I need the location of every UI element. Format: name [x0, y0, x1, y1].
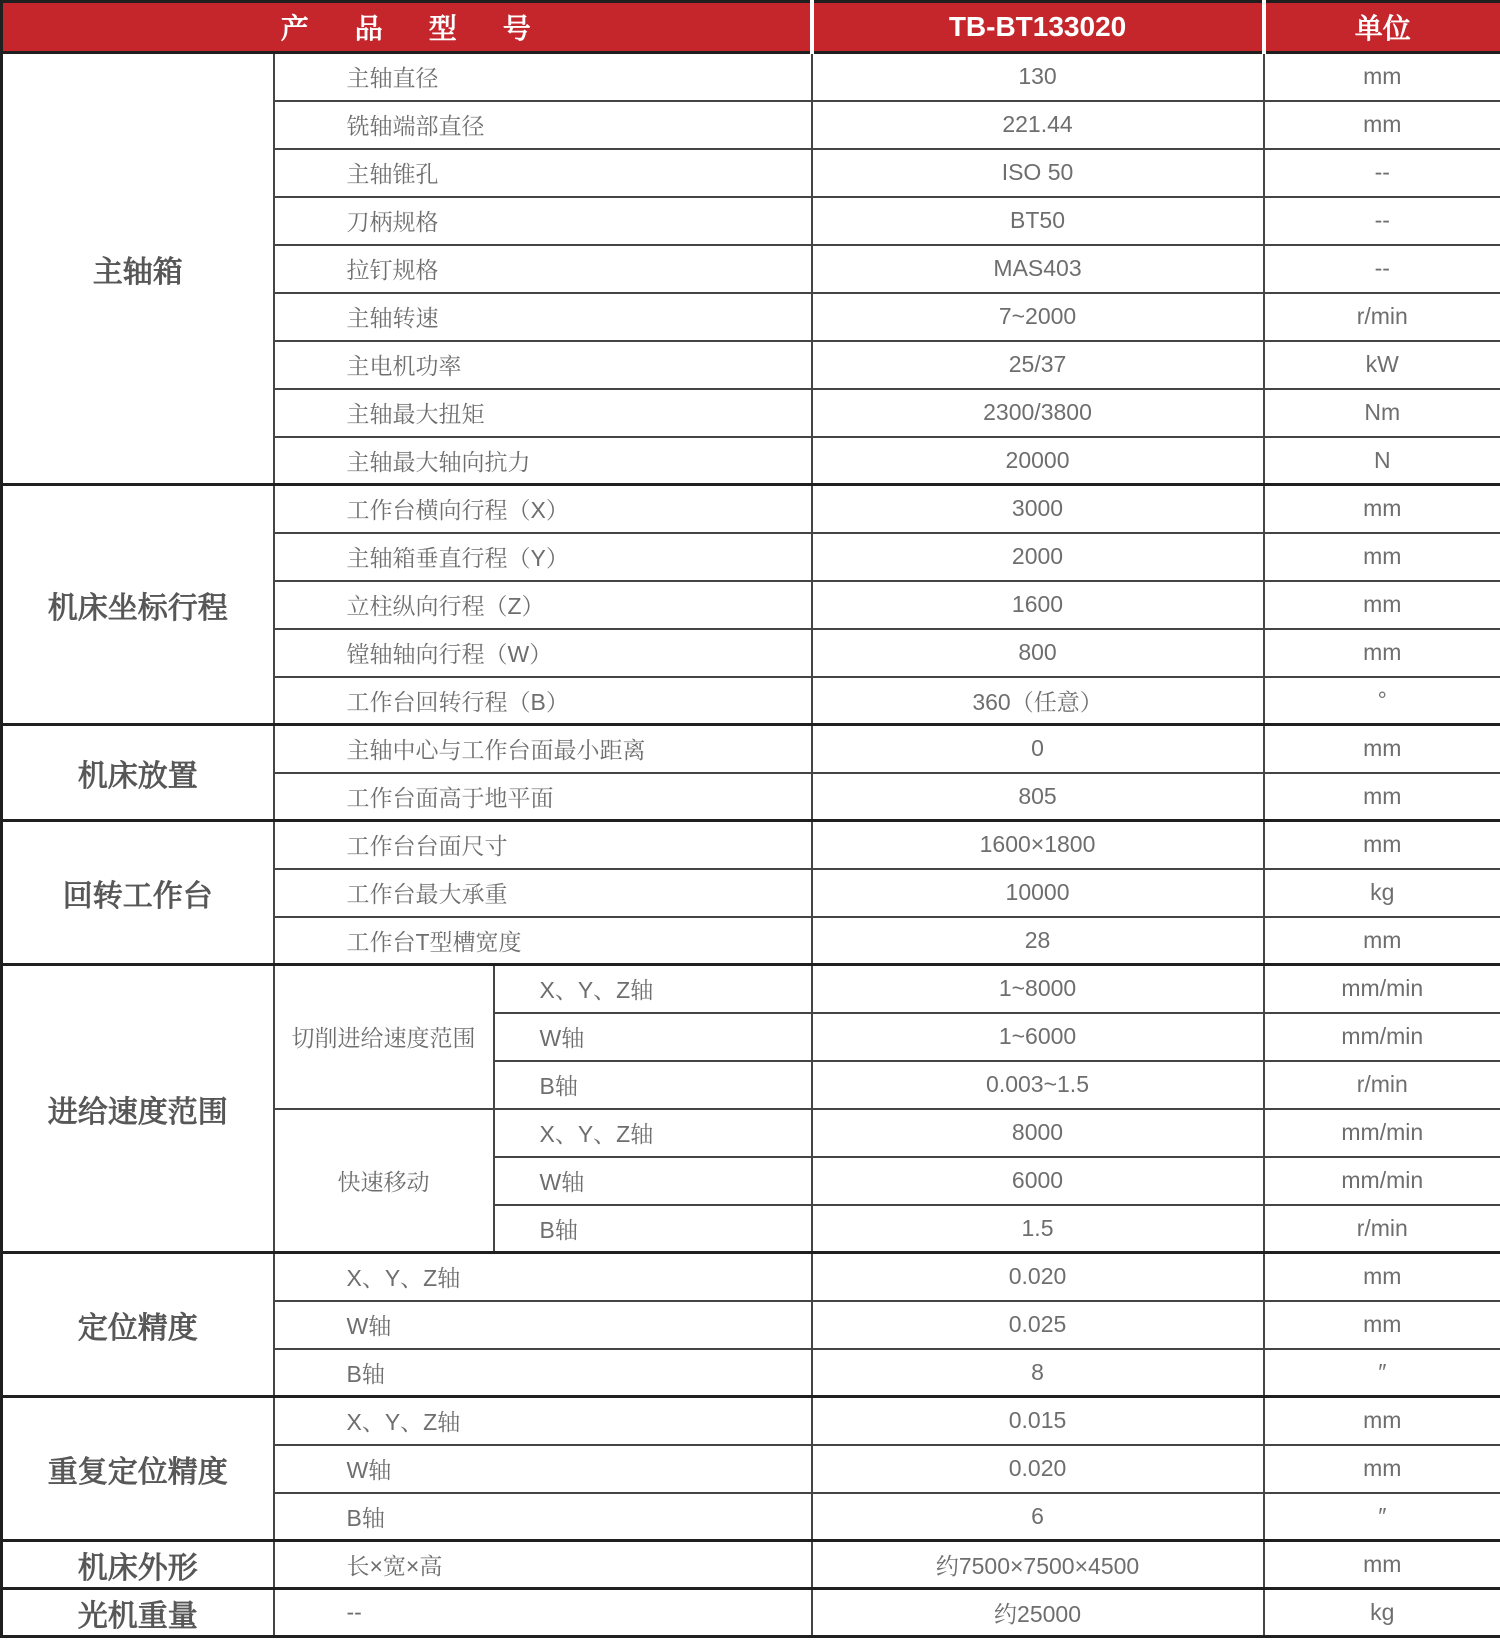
spec-unit-cell: -- [1264, 149, 1500, 197]
spec-label-cell: B轴 [494, 1205, 812, 1253]
spec-label-cell: 主轴箱垂直行程（Y） [274, 533, 812, 581]
spec-unit-cell: mm [1264, 1397, 1500, 1445]
group-name-cell: 回转工作台 [2, 821, 274, 965]
spec-label-cell: 工作台台面尺寸 [274, 821, 812, 869]
spec-value-cell: 28 [812, 917, 1264, 965]
spec-value-cell: 0.020 [812, 1445, 1264, 1493]
spec-value-cell: 6000 [812, 1157, 1264, 1205]
spec-label-cell: B轴 [274, 1349, 812, 1397]
spec-value-cell: 2000 [812, 533, 1264, 581]
spec-unit-cell: r/min [1264, 293, 1500, 341]
spec-value-cell: 0 [812, 725, 1264, 773]
spec-label-cell: 主轴最大扭矩 [274, 389, 812, 437]
spec-unit-cell: ″ [1264, 1349, 1500, 1397]
spec-label-cell: W轴 [274, 1301, 812, 1349]
spec-unit-cell: mm [1264, 1541, 1500, 1589]
spec-unit-cell: mm [1264, 53, 1500, 101]
table-row [2, 821, 1500, 869]
spec-value-cell: 0.020 [812, 1253, 1264, 1301]
group-name-cell: 主轴箱 [2, 53, 274, 485]
header-row [2, 2, 1500, 53]
spec-value-cell: 1~6000 [812, 1013, 1264, 1061]
spec-label-cell: W轴 [494, 1013, 812, 1061]
spec-value-cell: 805 [812, 773, 1264, 821]
spec-label-cell: B轴 [274, 1493, 812, 1541]
spec-unit-cell: kg [1264, 1589, 1500, 1637]
spec-label-cell: 主轴锥孔 [274, 149, 812, 197]
spec-unit-cell: mm [1264, 773, 1500, 821]
spec-label-cell: X、Y、Z轴 [274, 1253, 812, 1301]
spec-value-cell: 0.003~1.5 [812, 1061, 1264, 1109]
spec-unit-cell: -- [1264, 197, 1500, 245]
spec-label-cell: 刀柄规格 [274, 197, 812, 245]
spec-label-cell: 拉钉规格 [274, 245, 812, 293]
spec-value-cell: 3000 [812, 485, 1264, 533]
spec-unit-cell: mm [1264, 1445, 1500, 1493]
spec-unit-cell: N [1264, 437, 1500, 485]
spec-unit-cell: mm [1264, 917, 1500, 965]
table-row [2, 1397, 1500, 1445]
spec-label-cell: 主电机功率 [274, 341, 812, 389]
spec-value-cell: 0.025 [812, 1301, 1264, 1349]
spec-label-cell: X、Y、Z轴 [494, 965, 812, 1013]
spec-label-cell: 长×宽×高 [274, 1541, 812, 1589]
spec-unit-cell: kg [1264, 869, 1500, 917]
spec-table-header [2, 2, 1500, 53]
spec-value-cell: MAS403 [812, 245, 1264, 293]
spec-unit-cell: mm/min [1264, 1109, 1500, 1157]
header-unit-label: 单位 [1264, 2, 1500, 53]
spec-label-cell: 镗轴轴向行程（W） [274, 629, 812, 677]
spec-unit-cell: mm [1264, 1301, 1500, 1349]
table-row [2, 53, 1500, 101]
table-row [2, 1541, 1500, 1589]
spec-unit-cell: kW [1264, 341, 1500, 389]
spec-unit-cell: mm [1264, 1253, 1500, 1301]
subgroup-name-cell: 快速移动 [274, 1109, 494, 1253]
table-row [2, 1589, 1500, 1637]
spec-unit-cell: mm [1264, 101, 1500, 149]
spec-value-cell: ISO 50 [812, 149, 1264, 197]
spec-table-body [2, 53, 1500, 1637]
group-name-cell: 机床外形 [2, 1541, 274, 1589]
spec-unit-cell: mm/min [1264, 1013, 1500, 1061]
spec-value-cell: 130 [812, 53, 1264, 101]
spec-value-cell: 221.44 [812, 101, 1264, 149]
spec-unit-cell: mm/min [1264, 1157, 1500, 1205]
spec-unit-cell: mm [1264, 629, 1500, 677]
spec-unit-cell: -- [1264, 245, 1500, 293]
subgroup-name-cell: 切削进给速度范围 [274, 965, 494, 1109]
spec-value-cell: 10000 [812, 869, 1264, 917]
spec-unit-cell: mm [1264, 485, 1500, 533]
table-row [2, 965, 1500, 1013]
group-name-cell: 重复定位精度 [2, 1397, 274, 1541]
group-name-cell: 机床坐标行程 [2, 485, 274, 725]
spec-unit-cell: mm/min [1264, 965, 1500, 1013]
spec-label-cell: W轴 [274, 1445, 812, 1493]
spec-value-cell: 0.015 [812, 1397, 1264, 1445]
spec-label-cell: 主轴直径 [274, 53, 812, 101]
spec-unit-cell: mm [1264, 581, 1500, 629]
spec-unit-cell: ″ [1264, 1493, 1500, 1541]
group-name-cell: 定位精度 [2, 1253, 274, 1397]
spec-value-cell: 8000 [812, 1109, 1264, 1157]
table-row [2, 1253, 1500, 1301]
spec-value-cell: 7~2000 [812, 293, 1264, 341]
spec-label-cell: X、Y、Z轴 [274, 1397, 812, 1445]
group-name-cell: 机床放置 [2, 725, 274, 821]
table-row [2, 725, 1500, 773]
table-row [2, 485, 1500, 533]
spec-value-cell: 1600 [812, 581, 1264, 629]
spec-value-cell: BT50 [812, 197, 1264, 245]
spec-label-cell: 主轴最大轴向抗力 [274, 437, 812, 485]
spec-unit-cell: r/min [1264, 1205, 1500, 1253]
group-name-cell: 光机重量 [2, 1589, 274, 1637]
spec-label-cell: 工作台横向行程（X） [274, 485, 812, 533]
spec-label-cell: 主轴转速 [274, 293, 812, 341]
spec-value-cell: 1600×1800 [812, 821, 1264, 869]
group-name-cell: 进给速度范围 [2, 965, 274, 1253]
header-product-model-label: 产品型号 [2, 2, 812, 53]
spec-unit-cell: ° [1264, 677, 1500, 725]
spec-label-cell: 工作台最大承重 [274, 869, 812, 917]
spec-value-cell: 8 [812, 1349, 1264, 1397]
spec-value-cell: 2300/3800 [812, 389, 1264, 437]
spec-unit-cell: Nm [1264, 389, 1500, 437]
spec-value-cell: 约25000 [812, 1589, 1264, 1637]
header-model-value: TB-BT133020 [812, 2, 1264, 53]
spec-label-cell: 主轴中心与工作台面最小距离 [274, 725, 812, 773]
spec-value-cell: 360（任意） [812, 677, 1264, 725]
spec-unit-cell: mm [1264, 725, 1500, 773]
spec-label-cell: 立柱纵向行程（Z） [274, 581, 812, 629]
spec-label-cell: 工作台回转行程（B） [274, 677, 812, 725]
spec-label-cell: 工作台T型槽宽度 [274, 917, 812, 965]
spec-value-cell: 25/37 [812, 341, 1264, 389]
spec-label-cell: 铣轴端部直径 [274, 101, 812, 149]
spec-value-cell: 约7500×7500×4500 [812, 1541, 1264, 1589]
spec-label-cell: X、Y、Z轴 [494, 1109, 812, 1157]
spec-label-cell: B轴 [494, 1061, 812, 1109]
spec-label-cell: W轴 [494, 1157, 812, 1205]
spec-value-cell: 20000 [812, 437, 1264, 485]
spec-unit-cell: mm [1264, 821, 1500, 869]
spec-unit-cell: r/min [1264, 1061, 1500, 1109]
spec-value-cell: 1.5 [812, 1205, 1264, 1253]
spec-value-cell: 800 [812, 629, 1264, 677]
spec-unit-cell: mm [1264, 533, 1500, 581]
spec-value-cell: 1~8000 [812, 965, 1264, 1013]
spec-label-cell: 工作台面高于地平面 [274, 773, 812, 821]
spec-value-cell: 6 [812, 1493, 1264, 1541]
spec-label-cell: -- [274, 1589, 812, 1637]
